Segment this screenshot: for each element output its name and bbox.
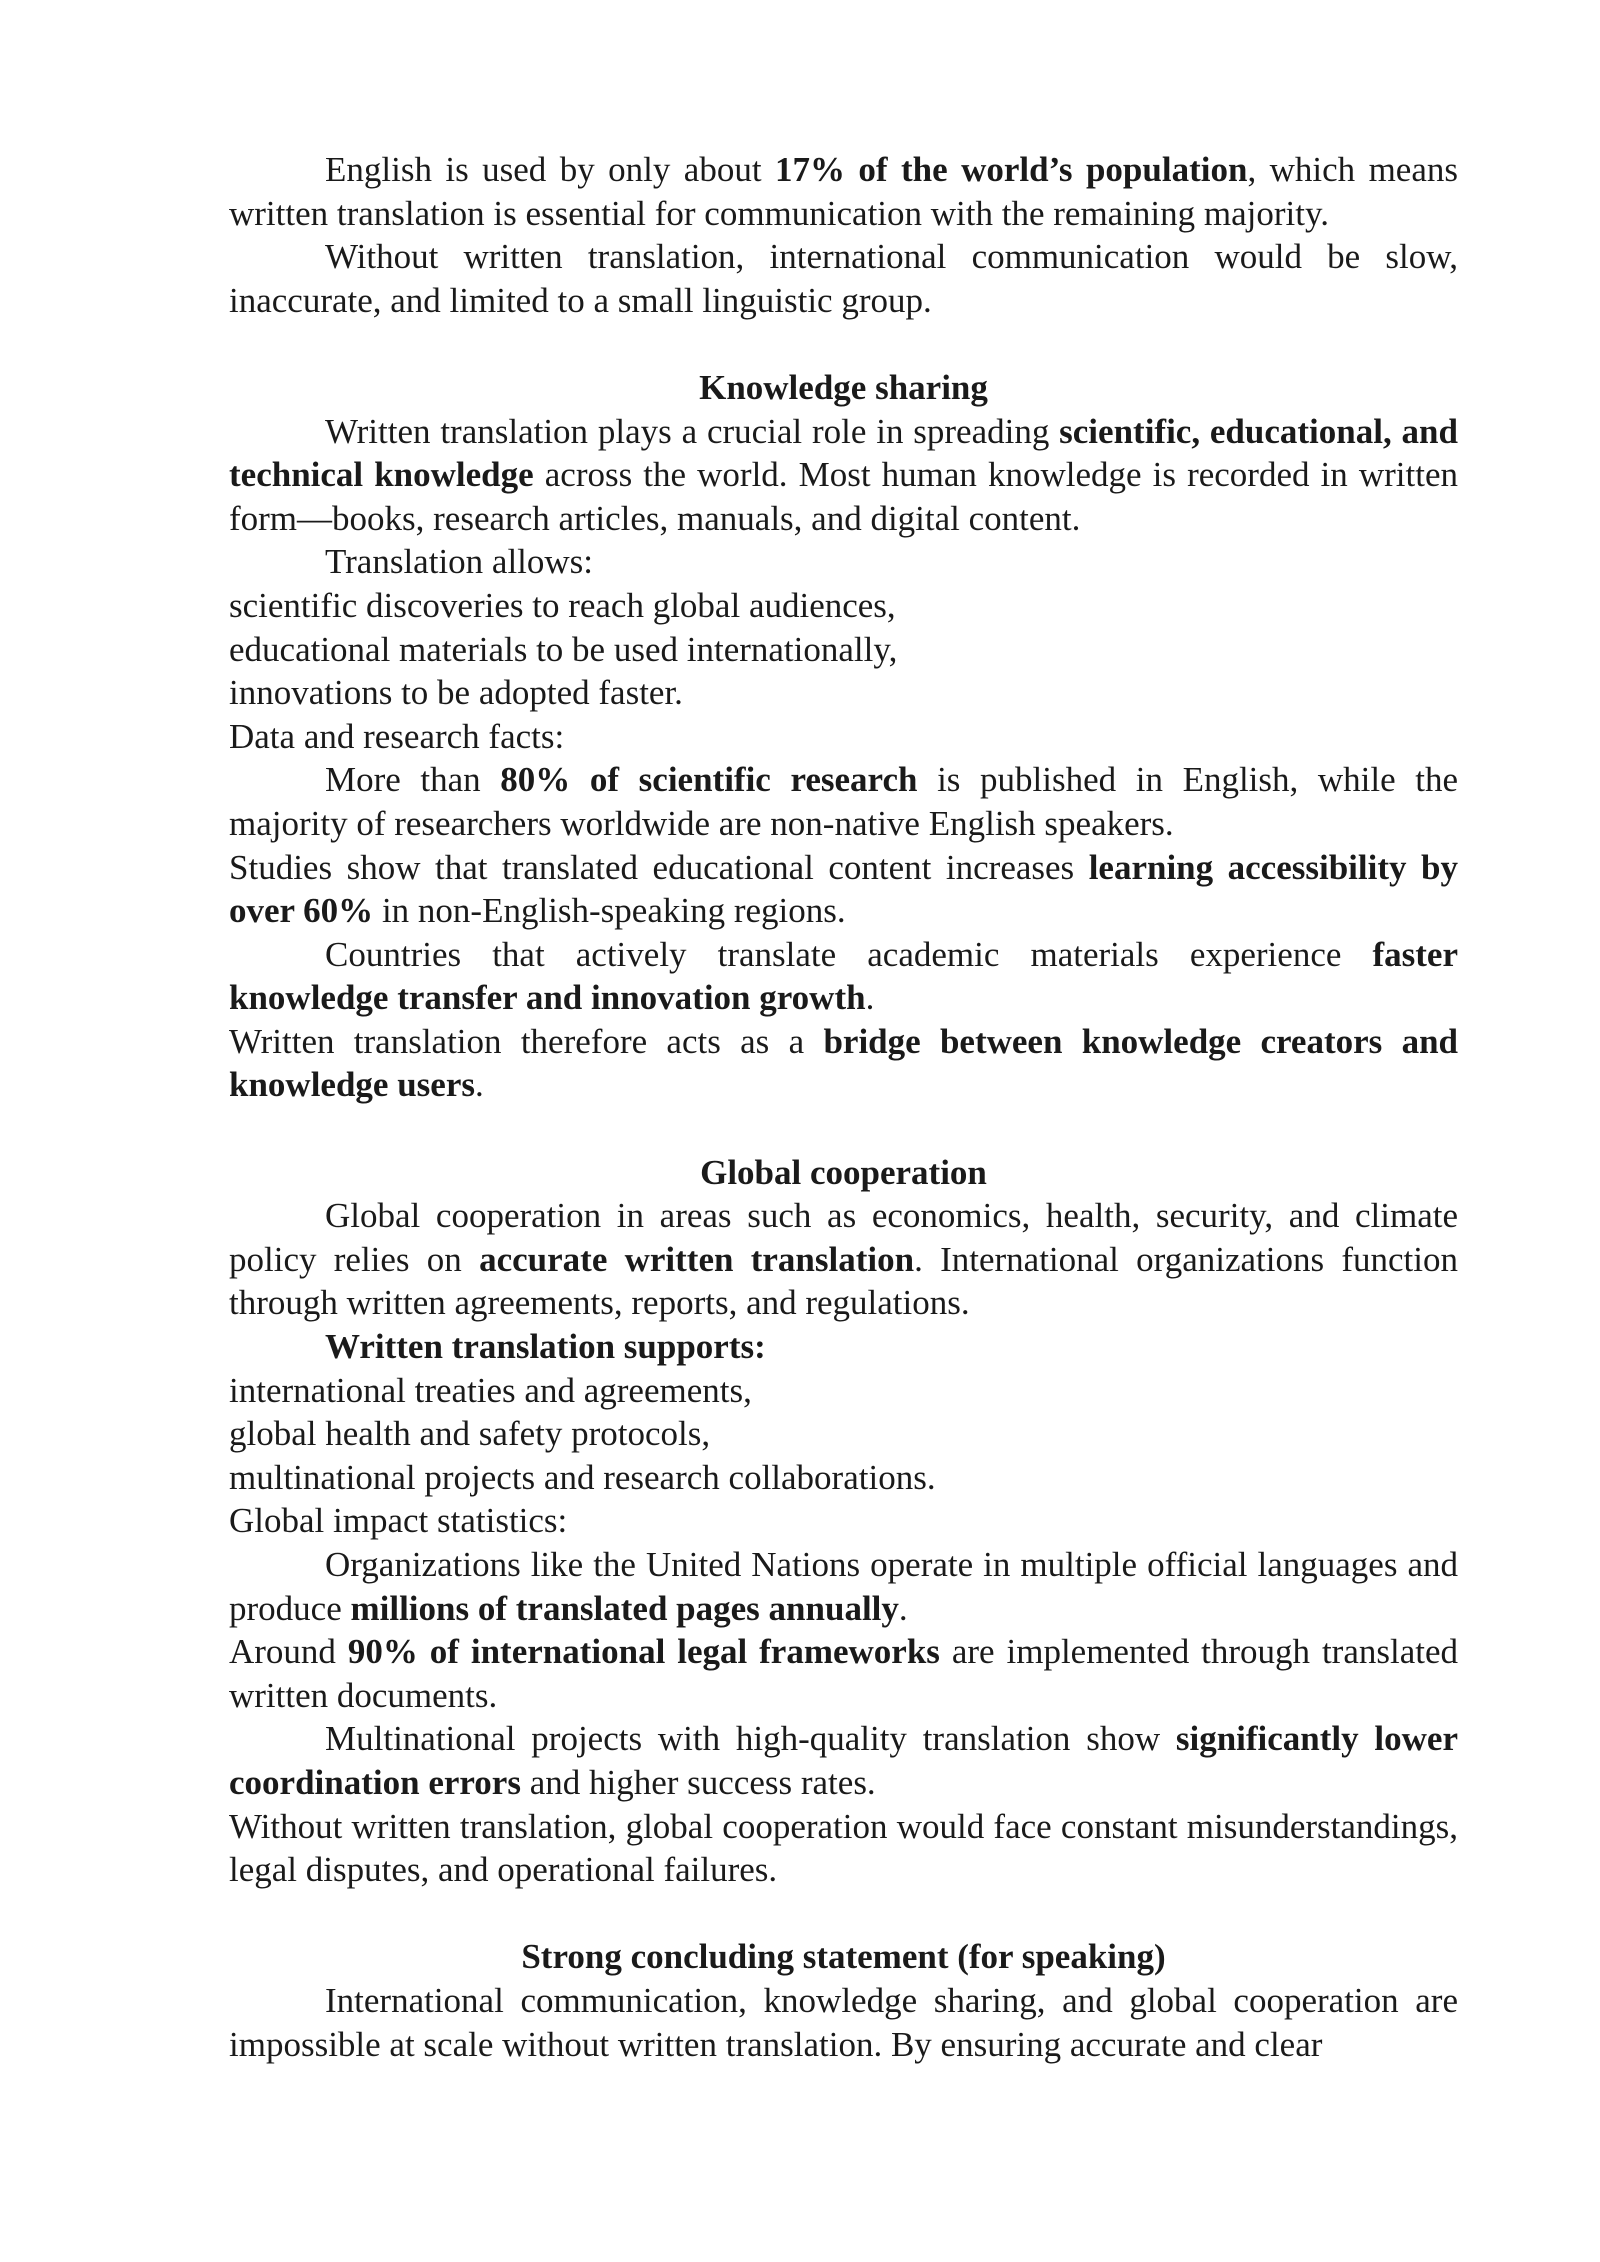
bold-run: 80% of scientific research (500, 760, 918, 800)
fact-paragraph (229, 1020, 1458, 1107)
text-run: Global cooperation in areas such as economics, health, security, and climate policy relies on (229, 1196, 1458, 1279)
text-run: in non-English-speaking regions. (373, 891, 846, 931)
text-run: across the world. Most human knowledge is recorded in written form—books, research articles, manuals, and digital content. (229, 455, 1458, 538)
text-run: Organizations like the United Nations operate in multiple official languages and produce (229, 1545, 1458, 1628)
conclusion-paragraph: International communication, knowledge sharing, and global cooperation are impossible at scale without written translation. By ensuring accurate and clear (229, 1980, 1458, 2064)
section-heading-conclusion: Strong concluding statement (for speaking) (521, 1937, 1166, 1977)
bold-run: bridge between knowledge creators and knowledge users (229, 1021, 1458, 1105)
text-run: and higher success rates. (520, 1762, 876, 1802)
list-item: multinational projects and research collaborations. (229, 1457, 936, 1497)
text-run: English is used by only about (325, 150, 775, 189)
intro-paragraph-2: Without written translation, international communication would be slow, inaccurate, and limited to a small linguistic group. (229, 237, 1458, 320)
bold-run: millions of translated pages annually (350, 1588, 899, 1628)
spacer (229, 322, 1458, 366)
bold-run: 17% of the world’s population (774, 150, 1248, 189)
list-item: international treaties and agreements, (229, 1370, 752, 1410)
spacer (229, 1892, 1458, 1936)
text-run: Written translation plays a crucial role in spreading (325, 411, 1060, 451)
text-run: , which means written translation is essential for communication with the remaining majority. (229, 150, 1458, 233)
text-run: are implemented through translated written documents. (229, 1632, 1458, 1715)
list-item: innovations to be adopted faster. (229, 673, 683, 713)
stat-paragraph: Without written translation, global cooperation would face constant misunderstandings, legal disputes, and operational failures. (229, 1806, 1458, 1890)
text-run: . International organizations function through written agreements, reports, and regulations. (229, 1239, 1458, 1323)
bold-run: significantly lower coordination errors (229, 1719, 1458, 1802)
stats-label: Global impact statistics: (229, 1501, 568, 1541)
stat-paragraph (229, 1717, 1458, 1804)
knowledge-paragraph-1 (229, 410, 1458, 541)
list-item: global health and safety protocols, (229, 1414, 711, 1454)
fact-paragraph (229, 846, 1458, 933)
translation-allows-label: Translation allows: (325, 542, 594, 582)
text-run: Studies show that translated educational content increases (229, 847, 1089, 887)
text-run: More than (325, 760, 501, 800)
text-run: . (865, 978, 875, 1018)
supports-label (229, 1325, 1458, 1369)
text-run: . (475, 1065, 484, 1105)
section-heading-knowledge: Knowledge sharing (699, 367, 988, 407)
fact-paragraph (229, 758, 1458, 845)
bold-run: learning accessibility by over 60% (229, 847, 1458, 931)
text-run: Countries that actively translate academic materials experience (325, 934, 1373, 974)
intro-paragraph-1 (229, 148, 1458, 235)
list-item: scientific discoveries to reach global audiences, (229, 585, 896, 625)
bold-run: Written translation supports: (325, 1327, 766, 1367)
bold-run: 90% of international legal frameworks (347, 1632, 940, 1672)
list-item: educational materials to be used internationally, (229, 629, 898, 669)
bold-run: faster knowledge transfer and innovation growth (229, 934, 1458, 1018)
spacer (229, 1107, 1458, 1151)
bold-run: accurate written translation (479, 1239, 915, 1279)
facts-label: Data and research facts: (229, 716, 565, 756)
text-run: is published in English, while the majority of researchers worldwide are non-native English speakers. (229, 760, 1458, 843)
text-run: Around (229, 1632, 348, 1672)
cooperation-paragraph-1 (229, 1194, 1458, 1325)
text-run: Written translation therefore acts as a (229, 1021, 824, 1061)
fact-paragraph (229, 933, 1458, 1020)
section-heading-cooperation: Global cooperation (700, 1152, 987, 1192)
stat-paragraph (229, 1630, 1458, 1717)
text-run: . (898, 1588, 908, 1628)
text-run: Multinational projects with high-quality translation show (325, 1719, 1176, 1759)
stat-paragraph (229, 1543, 1458, 1630)
bold-run: scientific, educational, and technical knowledge (229, 411, 1458, 495)
